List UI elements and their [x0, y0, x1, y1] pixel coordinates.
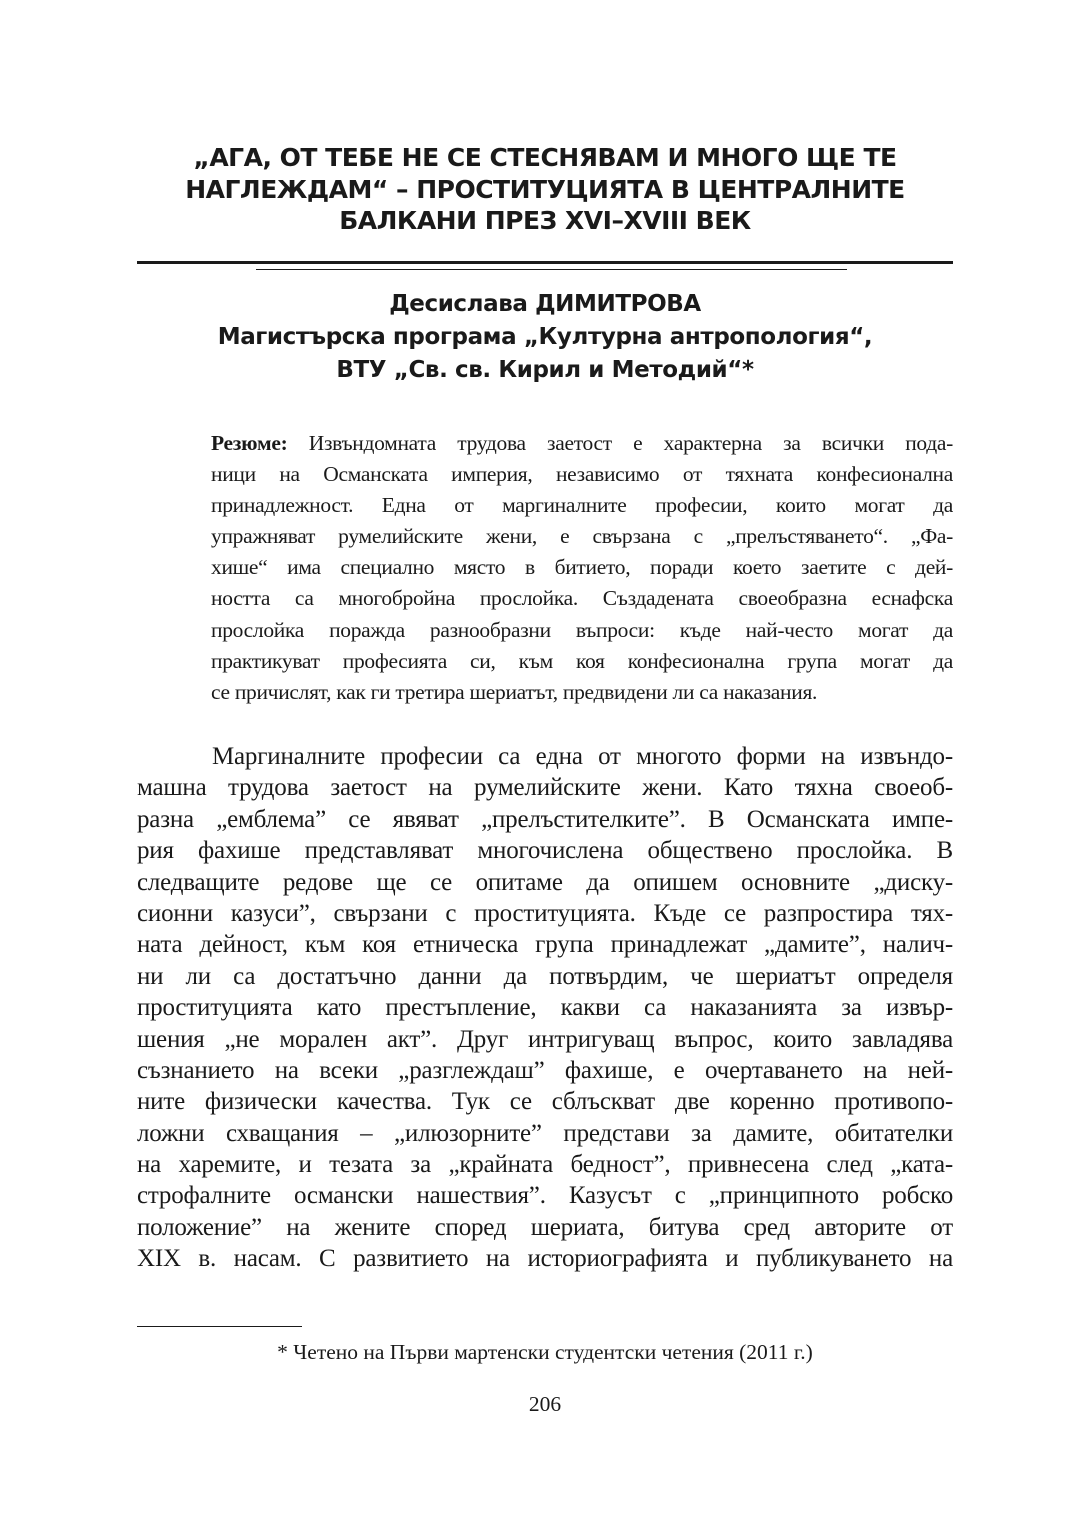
body-line: разна „емблема” се явяват „прелъстителките”. В Османската импе-: [137, 805, 953, 833]
body-paragraph: [137, 741, 953, 1275]
abstract-label: Резюме:: [211, 431, 288, 455]
abstract-line: ността са многобройна прослойка. Създадената своеобразна еснафска: [211, 586, 953, 611]
abstract-line: упражняват румелийските жени, е свързана с „прелъстяването“. „Фа-: [211, 524, 953, 549]
body-line: следващите редове ще се опитаме да опишем основните „диску-: [137, 868, 953, 896]
abstract-line: се причислят, как ги третира шериатът, предвидени ли са наказания.: [211, 679, 818, 704]
author-university: ВТУ „Св. св. Кирил и Методий“*: [336, 357, 754, 383]
abstract-line: хише“ има специално място в битието, поради което заетите с дей-: [211, 555, 953, 580]
title-rule-thick: [137, 261, 953, 264]
body-line: проституцията като престъпление, какви са наказанията за извър-: [137, 994, 953, 1022]
author-block: [137, 288, 953, 387]
abstract-line: ници на Османската империя, независимо от тяхната конфесионална: [211, 462, 953, 487]
abstract-line: прослойка поражда разнообразни въпроси: къде най-често могат да: [211, 617, 953, 642]
body-line: XIX в. насам. С развитието на историографията и публикуването на: [137, 1245, 953, 1273]
title-line: „АГА, ОТ ТЕБЕ НЕ СЕ СТЕСНЯВАМ И МНОГО ЩЕ ТЕ: [193, 143, 897, 172]
author-name: Десислава ДИМИТРОВА: [389, 291, 701, 317]
body-line: съзнанието на всеки „разглеждаш” фахише, е очертаването на ней-: [137, 1056, 953, 1084]
author-program: Магистърска програма „Културна антропология“,: [217, 324, 873, 350]
abstract-line: принадлежност. Една от маргиналните професии, които могат да: [211, 493, 953, 518]
abstract-line: практикуват професията си, към коя конфесионална група могат да: [211, 648, 953, 673]
footnote-separator: [137, 1326, 302, 1327]
body-line: ните физически качества. Тук се сблъскват две коренно противопо-: [137, 1088, 953, 1116]
abstract-line: [211, 428, 953, 459]
article-title: [137, 142, 953, 237]
abstract-first-line: Извъндомната трудова заетост е характерна за всички пода-: [287, 431, 953, 455]
body-line: рия фахише представляват многочислена обществено прослойка. В: [137, 837, 953, 865]
page-number: 206: [528, 1392, 562, 1416]
body-line: положение” на жените според шериата, битува сред авторите от: [137, 1213, 953, 1241]
body-line: шения „не морален акт”. Друг интригуващ въпрос, които завладява: [137, 1025, 953, 1053]
title-rule-thin: [256, 269, 847, 270]
body-line: ни ли са достатъчно данни да потвърдим, че шериатът определя: [137, 962, 953, 990]
body-line: Маргиналните професии са една от многото форми на извъндо-: [212, 743, 953, 770]
body-line: на харемите, и тезата за „крайната бедност”, привнесена след „ката-: [137, 1151, 953, 1179]
footnote: * Четено на Първи мартенски студентски четения (2011 г.): [277, 1340, 813, 1364]
abstract: [211, 428, 953, 708]
title-line: БАЛКАНИ ПРЕЗ XVI–XVIII ВЕК: [339, 206, 751, 235]
body-line: ната дейност, към коя етническа група принадлежат „дамите”, налич-: [137, 931, 953, 959]
body-line: ложни схващания – „илюзорните” представи за дамите, обитателки: [137, 1119, 953, 1147]
body-line: сионни казуси”, свързани с проституцията. Къде се разпростира тях-: [137, 899, 953, 927]
body-line: машна трудова заетост на румелийските жени. Като тяхна своеоб-: [137, 774, 953, 802]
body-line: строфалните османски нашествия”. Казусът с „принципното робско: [137, 1182, 953, 1210]
title-line: НАГЛЕЖДАМ“ – ПРОСТИТУЦИЯТА В ЦЕНТРАЛНИТЕ: [185, 174, 905, 204]
